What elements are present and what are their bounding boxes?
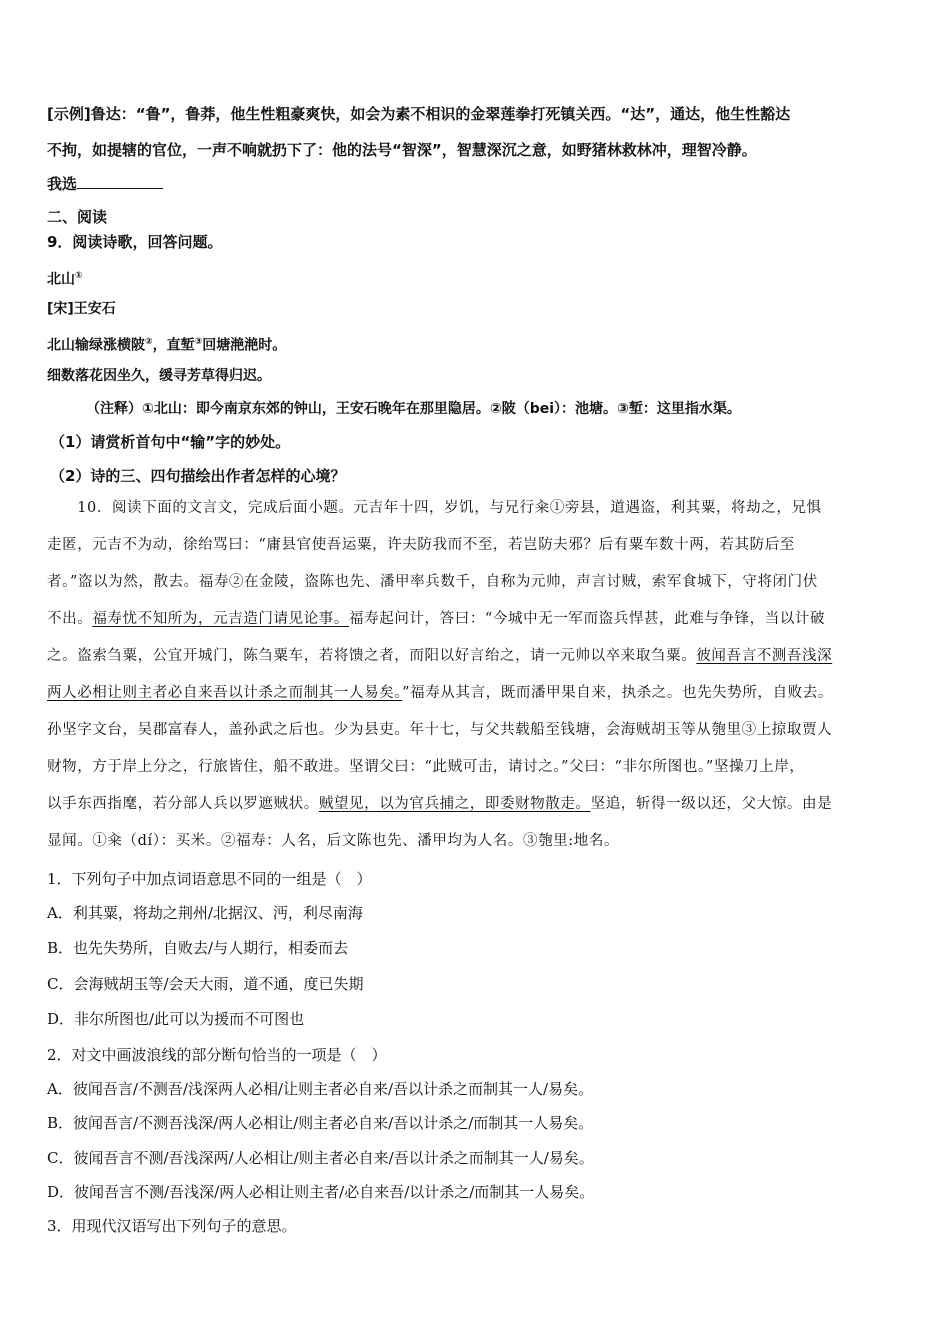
poem-note-2: ② (145, 337, 153, 347)
mcq-2-option-c: C．彼闻吾言不测/吾浅深两/人必相让/则主者必自来/吾以计杀之而制其一人/易矣。 (47, 1149, 594, 1167)
mcq-3-stem: 3．用现代汉语写出下列句子的意思。 (47, 1217, 297, 1235)
passage-line (47, 675, 907, 712)
passage-line (47, 601, 907, 638)
passage-text: 坚追，斩得一级以还，父大惊。由是 (590, 796, 833, 812)
passage-line: 者。”盗以为然，散去。福寿②在金陵，盗陈也先、潘甲率兵数千，自称为元帅，声言讨贼，索军食城下，守将闭门伏 (47, 574, 818, 590)
choose-label: 我选 (47, 175, 78, 193)
q9-stem: 9．阅读诗歌，回答问题。 (47, 233, 223, 251)
poem-line-1-c: 回塘滟滟时。 (202, 337, 287, 354)
answer-blank[interactable] (77, 172, 163, 189)
poem-title: 北山 (47, 271, 75, 288)
passage-line (47, 786, 907, 823)
q10-passage (47, 490, 907, 860)
example-line-1: [示例]鲁达：“鲁”，鲁莽，他生性粗豪爽快，如会为素不相识的金翠莲拳打死镇关西。“达”，通达，他生性豁达 (47, 105, 791, 123)
poem-line-2: 细数落花因坐久，缓寻芳草得归迟。 (47, 368, 271, 384)
passage-line: 走匿，元吉不为动，徐绐骂曰：“庸县官使吾运粟，许夫防我而不至，若岂防夫邪？后有粟车数十两，若其防后至 (47, 537, 795, 553)
mcq-1-option-a: A．利其粟，将劫之荆州/北据汉、沔，利尽南海 (47, 904, 363, 922)
passage-text: 福寿起问计，答曰：“今城中无一军而盗兵悍甚，此难与争锋，当以计破 (349, 611, 826, 627)
poem-title-note: ① (75, 271, 83, 281)
passage-line: 财物，方于岸上分之，行旅皆住，船不敢进。坚谓父曰：“此贼可击，请讨之。”父曰：“非尔所图也。”坚操刀上岸， (47, 759, 805, 775)
mcq-1-option-b: B．也先失势所，自败去/与人期行，相委而去 (47, 939, 349, 957)
poem-title-line (47, 265, 83, 291)
poem-note-3: ③ (194, 337, 203, 347)
passage-line: 孙坚字文台，吴郡富春人，盖孙武之后也。少为县吏。年十七，与父共载船至钱塘，会海贼胡玉等从匏里③上掠取贾人 (47, 722, 833, 738)
passage-text: 不出。 (47, 611, 93, 627)
passage-text: 以手东西指麾，若分部人兵以罗遮贼状。 (47, 796, 319, 812)
mcq-1-option-c: C．会海贼胡玉等/会天大雨，道不通，度已失期 (47, 975, 364, 993)
example-line-2: 不拘，如提辖的官位，一声不响就扔下了：他的法号“智深”，智慧深沉之意，如野猪林救林冲，理智冷静。 (47, 141, 757, 159)
poem-line-1-b: ，直堑 (152, 337, 195, 354)
mcq-1-stem: 1．下列句子中加点词语意思不同的一组是（ ） (47, 870, 372, 888)
poem-line-1 (47, 331, 286, 357)
mcq-2-option-b: B．彼闻吾言/不测吾浅深/两人必相让/则主者必自来/吾以计杀之/而制其一人易矣。 (47, 1114, 594, 1132)
mcq-2-option-a: A．彼闻吾言/不测吾/浅深两人必相/让则主者必自来/吾以计杀之而制其一人/易矣。 (47, 1080, 594, 1098)
poem-author: [宋]王安石 (47, 301, 116, 317)
wavy-underlined-sentence: 两人必相让则主者必自来吾以计杀之而制其一人易矣。 (47, 685, 403, 701)
choose-line (47, 172, 163, 195)
mcq-1-option-d: D．非尔所图也/此可以为援而不可图也 (47, 1010, 305, 1028)
poem-line-1-a: 北山输绿涨横陂 (47, 337, 145, 354)
passage-text: 之。盗索刍粟，公宜开城门，陈刍粟车，若将馈之者，而阳以好言绐之，请一元帅以卒来取刍粟。 (47, 648, 697, 664)
section-title: 二、阅读 (47, 208, 108, 226)
passage-line: 显闻。①籴（dí）：买米。②福寿：人名，后文陈也先、潘甲均为人名。③匏里:地名。 (47, 833, 620, 849)
passage-line: 10．阅读下面的文言文，完成后面小题。元吉年十四，岁饥，与兄行籴①旁县，道遇盗，利其粟，将劫之，兄惧 (47, 500, 822, 516)
mcq-2-stem: 2．对文中画波浪线的部分断句恰当的一项是（ ） (47, 1046, 387, 1064)
passage-text: ”福寿从其言，既而潘甲果自来，执杀之。也先失势所，自败去。 (402, 685, 833, 701)
poem-annotation: （注释）①北山：即今南京东郊的钟山，王安石晚年在那里隐居。②陂（bei）：池塘。③堑：这里指水渠。 (86, 401, 741, 417)
q9-sub-1: （1）请赏析首句中“输”字的妙处。 (50, 433, 291, 451)
wavy-underlined-sentence: 彼闻吾言不测吾浅深 (696, 648, 833, 664)
passage-line (47, 638, 907, 675)
q9-sub-2: （2）诗的三、四句描绘出作者怎样的心境？ (50, 467, 346, 485)
underlined-sentence: 福寿忧不知所为，元吉造门请见论事。 (92, 611, 350, 627)
underlined-sentence: 贼望见，以为官兵捕之，即委财物散走。 (318, 796, 591, 812)
mcq-2-option-d: D．彼闻吾言不测/吾浅深/两人必相让则主者/必自来吾/以计杀之/而制其一人易矣。 (47, 1183, 595, 1201)
